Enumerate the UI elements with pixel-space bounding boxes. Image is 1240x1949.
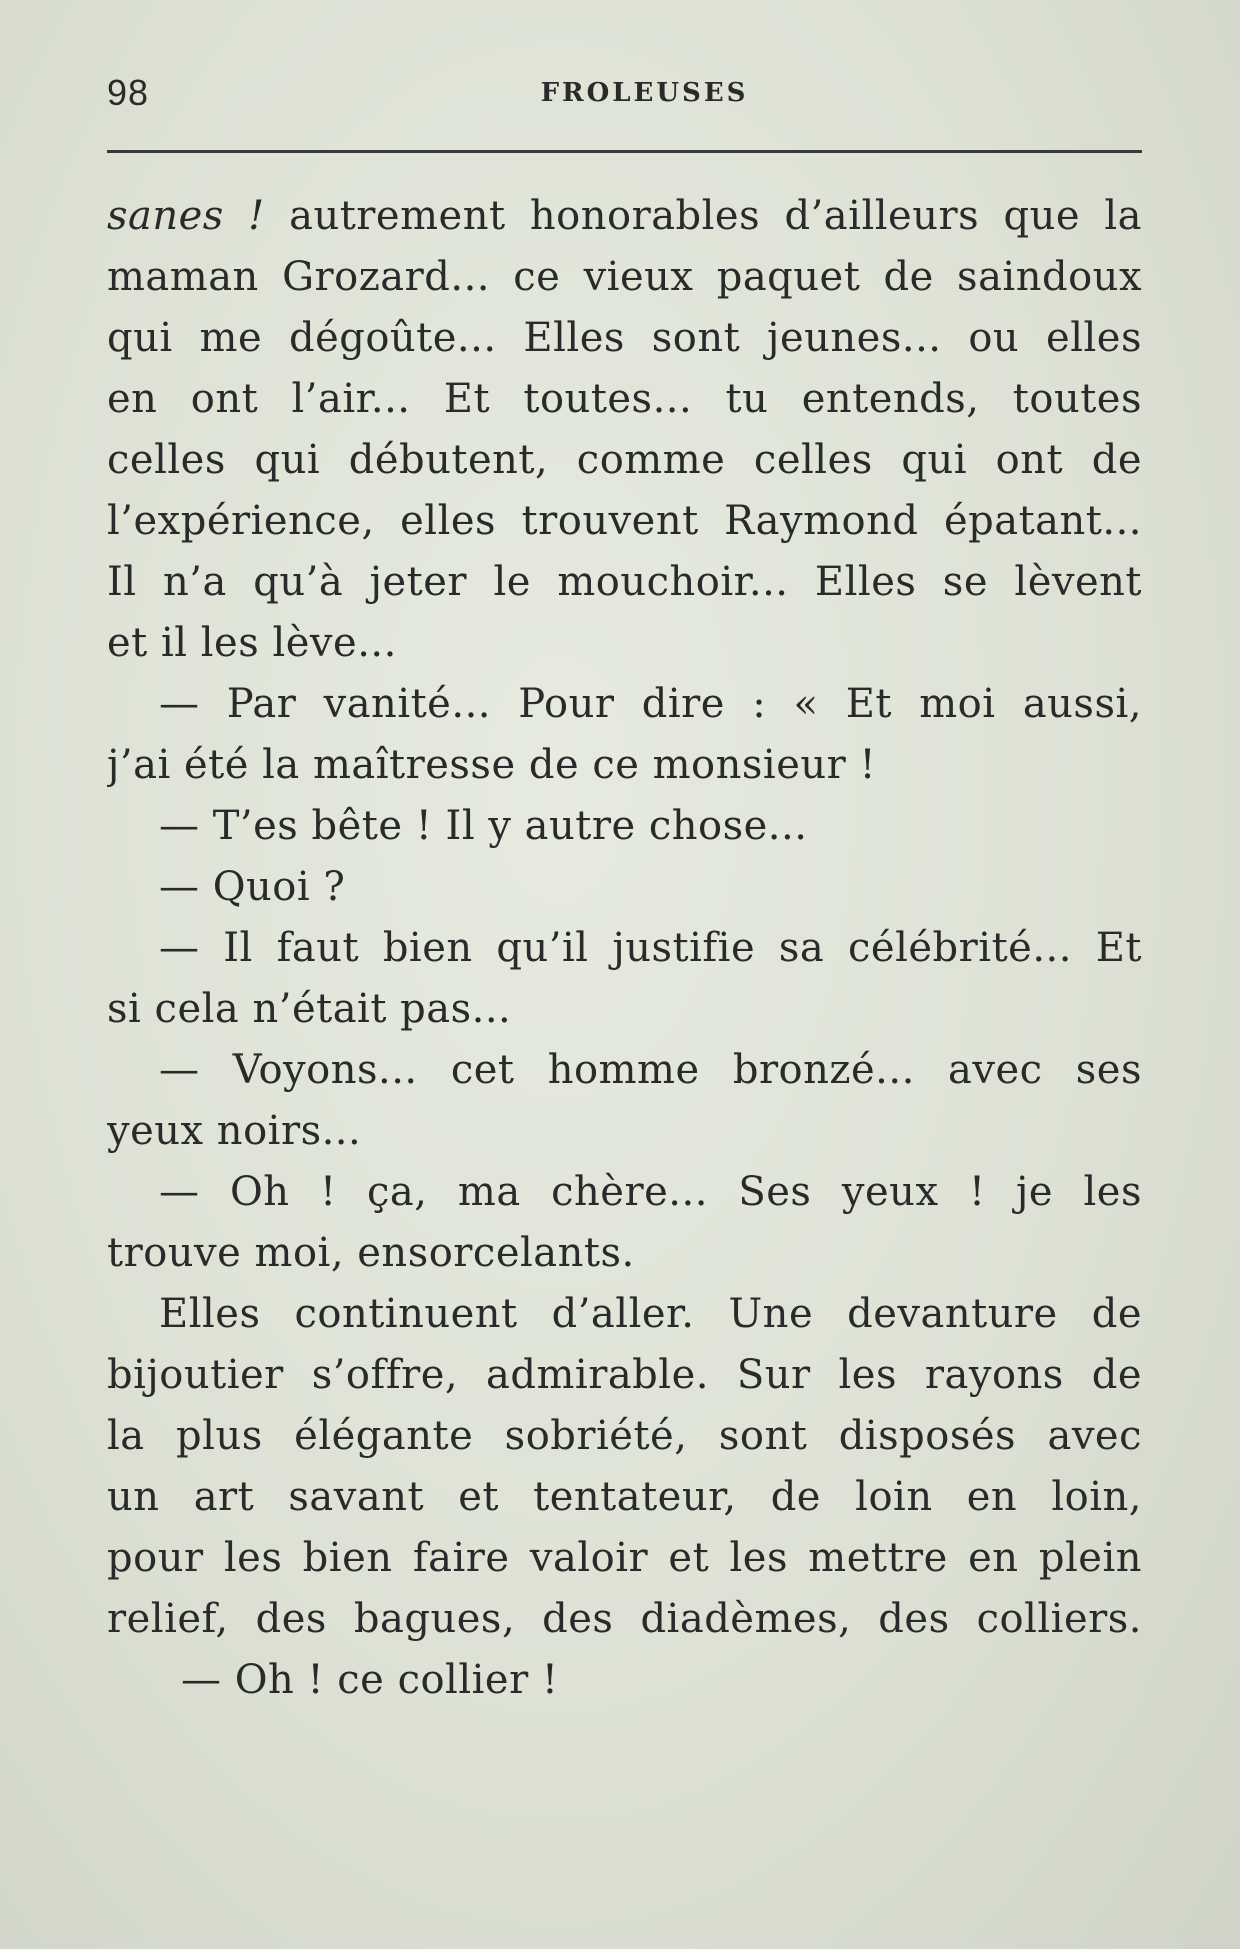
text-line: trouve moi, ensorcelants.: [107, 1230, 635, 1276]
text-line: un art savant et tentateur, de loin en loin,: [107, 1474, 1142, 1520]
text-line: pour les bien faire valoir et les mettre en plein: [107, 1535, 1142, 1581]
text-line: Elles continuent d’aller. Une devanture de: [159, 1291, 1142, 1337]
text-line: la plus élégante sobriété, sont disposés avec: [107, 1413, 1142, 1459]
text-line: — Voyons... cet homme bronzé... avec ses: [159, 1047, 1142, 1093]
italic-fragment: sanes !: [107, 193, 265, 239]
text-line: celles qui débutent, comme celles qui ont de: [107, 437, 1142, 483]
text-line: — Quoi ?: [159, 864, 346, 910]
text-line: qui me dégoûte... Elles sont jeunes... ou elles: [107, 315, 1142, 361]
text-line: maman Grozard... ce vieux paquet de saindoux: [107, 254, 1142, 300]
text-line: — Il faut bien qu’il justifie sa célébrité... Et: [159, 925, 1142, 971]
text-line: si cela n’était pas...: [107, 986, 512, 1032]
text-line: bijoutier s’offre, admirable. Sur les rayons de: [107, 1352, 1142, 1398]
text-line: en ont l’air... Et toutes... tu entends, toutes: [107, 376, 1142, 422]
text-line: yeux noirs...: [107, 1108, 362, 1154]
text-line: sanes ! autrement honorables d’ailleurs que la: [107, 193, 1142, 239]
text-line: Il n’a qu’à jeter le mouchoir... Elles se lèvent: [107, 559, 1142, 605]
running-title: FROLEUSES: [540, 78, 749, 108]
text-line: — Oh ! ce collier !: [181, 1657, 559, 1703]
header-rule: [107, 150, 1142, 153]
body-text: [107, 186, 1142, 1711]
page-number: 98: [107, 72, 150, 113]
text-line: relief, des bagues, des diadèmes, des colliers.: [107, 1596, 1142, 1642]
text-line: — T’es bête ! Il y autre chose...: [159, 803, 808, 849]
text-line: et il les lève...: [107, 620, 397, 666]
text-line: l’expérience, elles trouvent Raymond épatant...: [107, 498, 1142, 544]
text-line: j’ai été la maîtresse de ce monsieur !: [107, 742, 877, 788]
text-line: — Oh ! ça, ma chère... Ses yeux ! je les: [159, 1169, 1142, 1215]
page-header: [107, 72, 1142, 122]
text-line: — Par vanité... Pour dire : « Et moi aussi,: [159, 681, 1142, 727]
